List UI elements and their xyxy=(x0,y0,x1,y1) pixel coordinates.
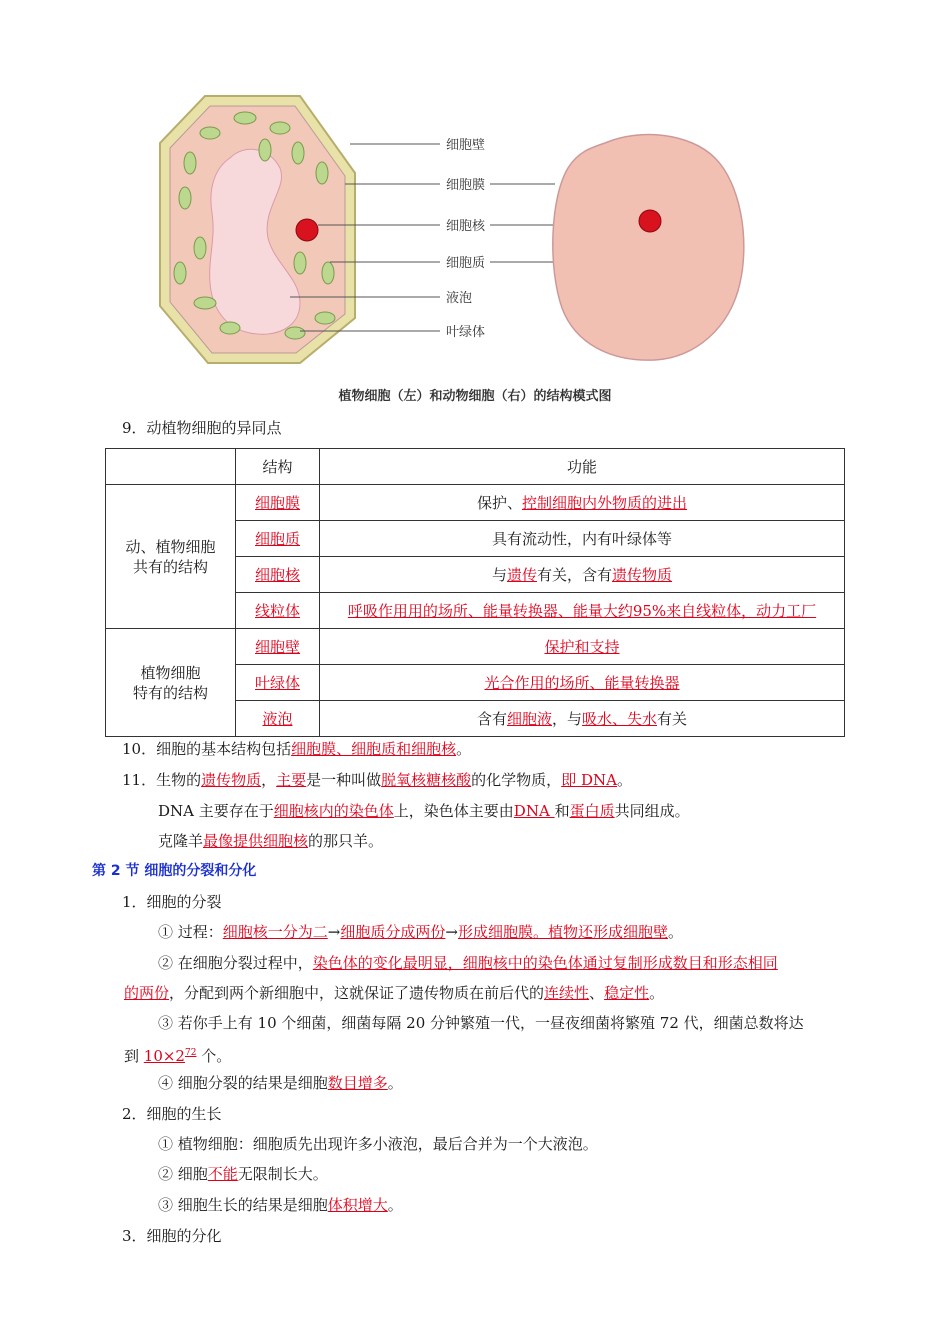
static-text: 无限制长大。 xyxy=(237,1165,328,1183)
label-chloroplast: 叶绿体 xyxy=(446,325,486,340)
static-text: ， xyxy=(261,771,277,789)
answer-text: 保护和支持 xyxy=(544,638,620,656)
structure-function xyxy=(320,521,845,557)
static-text: 和 xyxy=(554,802,570,820)
label-nucleus: 细胞核 xyxy=(446,219,486,234)
table-header-function: 功能 xyxy=(320,449,845,485)
figure-labels xyxy=(446,138,486,340)
text-line xyxy=(122,738,471,760)
structure-name: 线粒体 xyxy=(236,593,320,629)
structure-function xyxy=(320,593,845,629)
text-line xyxy=(158,1133,598,1155)
answer-text: 10×2 xyxy=(143,1047,185,1065)
answer-text: 呼吸作用用的场所、能量转换器、能量大约95%来自线粒体，动力工厂 xyxy=(347,602,817,620)
structure-name: 叶绿体 xyxy=(236,665,320,701)
text-line xyxy=(158,830,383,852)
answer-text: 吸水、失水 xyxy=(582,710,658,728)
item-9-heading xyxy=(122,417,282,439)
static-text: 到 xyxy=(124,1047,144,1065)
label-cell-membrane: 细胞膜 xyxy=(446,178,486,193)
structure-function xyxy=(320,701,845,737)
label-cytoplasm: 细胞质 xyxy=(446,256,486,271)
table-header-row xyxy=(106,449,845,485)
animal-cell-diagram xyxy=(553,135,744,361)
structure-name: 细胞膜 xyxy=(236,485,320,521)
answer-text: 遗传物质 xyxy=(612,566,673,584)
plant-nucleus xyxy=(296,219,318,241)
static-text: 有关 xyxy=(657,710,688,728)
static-text: 10．细胞的基本结构包括 xyxy=(122,740,292,758)
static-text: 。 xyxy=(456,740,472,758)
answer-text: 不能 xyxy=(207,1165,238,1183)
structure-function xyxy=(320,665,845,701)
answer-text: 染色体的变化最明显，细胞核中的染色体通过复制形成数目和形态相同 xyxy=(312,954,778,972)
static-text: 有关，含有 xyxy=(537,566,613,584)
static-text: ③ 若你手上有 10 个细菌，细菌每隔 20 分钟繁殖一代，一昼夜细菌将繁殖 72 代，细菌总数将达 xyxy=(158,1014,804,1032)
animal-nucleus xyxy=(639,210,661,232)
static-text: 1．细胞的分裂 xyxy=(122,893,222,911)
static-text: → xyxy=(327,923,341,941)
structure-name: 细胞核 xyxy=(236,557,320,593)
static-text: 。 xyxy=(667,923,683,941)
text-line xyxy=(158,1012,804,1034)
answer-text: 的两份 xyxy=(124,984,170,1002)
static-text: 。 xyxy=(616,771,632,789)
structure-name: 细胞质 xyxy=(236,521,320,557)
table-header-structure: 结构 xyxy=(236,449,320,485)
structure-name: 液泡 xyxy=(236,701,320,737)
static-text: 第 2 节 细胞的分裂和分化 xyxy=(92,863,257,879)
answer-text: 即 DNA xyxy=(561,771,617,789)
text-line xyxy=(158,1072,403,1094)
answer-text: 细胞核一分为二 xyxy=(222,923,328,941)
text-line xyxy=(158,952,778,974)
answer-text: 蛋白质 xyxy=(569,802,615,820)
answer-text: 稳定性 xyxy=(604,984,650,1002)
text-line xyxy=(122,769,632,791)
static-text: 克隆羊 xyxy=(158,832,204,850)
animal-cell-body xyxy=(553,135,744,361)
text-line xyxy=(158,800,690,822)
static-text: 保护、 xyxy=(476,494,522,512)
structure-function xyxy=(320,629,845,665)
static-text: ④ 细胞分裂的结果是细胞 xyxy=(158,1074,328,1092)
table-header-blank xyxy=(106,449,236,485)
static-text: 。 xyxy=(649,984,665,1002)
structure-name: 细胞壁 xyxy=(236,629,320,665)
answer-text: 形成细胞膜。植物还形成细胞壁 xyxy=(457,923,668,941)
static-text: 与 xyxy=(491,566,507,584)
static-text: 2．细胞的生长 xyxy=(122,1105,222,1123)
static-text: 的化学物质， xyxy=(471,771,562,789)
label-cell-wall: 细胞壁 xyxy=(446,138,486,153)
answer-text: 细胞膜、细胞质和细胞核 xyxy=(291,740,457,758)
answer-text: 细胞核内的染色体 xyxy=(273,802,394,820)
static-text: 含有 xyxy=(476,710,507,728)
cell-structure-figure xyxy=(150,88,800,368)
static-text: DNA 主要存在于 xyxy=(158,802,274,820)
item-9-text: 动植物细胞的异同点 xyxy=(146,419,282,437)
answer-text: 遗传 xyxy=(506,566,537,584)
item-9-number: 9． xyxy=(122,419,147,437)
label-vacuole: 液泡 xyxy=(446,291,473,306)
static-text: ① 植物细胞：细胞质先出现许多小液泡，最后合并为一个大液泡。 xyxy=(158,1135,598,1153)
static-text: ② 在细胞分裂过程中， xyxy=(158,954,313,972)
structure-function xyxy=(320,485,845,521)
answer-text: 细胞液 xyxy=(506,710,552,728)
static-text: ③ 细胞生长的结果是细胞 xyxy=(158,1196,328,1214)
text-line xyxy=(124,1042,231,1067)
text-line xyxy=(124,982,664,1004)
answer-text: DNA xyxy=(513,802,555,820)
answer-text: 细胞质分成两份 xyxy=(340,923,446,941)
static-text: ① 过程： xyxy=(158,923,223,941)
figure-caption: 植物细胞（左）和动物细胞（右）的结构模式图 xyxy=(338,389,612,404)
answer-text: 72 xyxy=(184,1048,197,1058)
text-line xyxy=(122,891,222,913)
answer-text: 脱氧核糖核酸 xyxy=(381,771,472,789)
text-line xyxy=(158,921,683,943)
static-text: 个。 xyxy=(196,1047,232,1065)
answer-text: 数目增多 xyxy=(327,1074,388,1092)
table-row xyxy=(106,629,845,665)
static-text: 3．细胞的分化 xyxy=(122,1227,222,1245)
table-row xyxy=(106,485,845,521)
text-line xyxy=(158,1194,403,1216)
static-text: 上，染色体主要由 xyxy=(393,802,514,820)
cell-comparison-table xyxy=(105,448,845,737)
static-text: 的那只羊。 xyxy=(308,832,384,850)
static-text: ，分配到两个新细胞中，这就保证了遗传物质在前后代的 xyxy=(169,984,545,1002)
section-heading xyxy=(92,860,256,882)
answer-text: 光合作用的场所、能量转换器 xyxy=(484,674,680,692)
text-line xyxy=(158,1163,328,1185)
answer-text: 最像提供细胞核 xyxy=(203,832,309,850)
static-text: → xyxy=(445,923,458,941)
answer-text: 体积增大 xyxy=(327,1196,388,1214)
text-line xyxy=(122,1103,222,1125)
group-plant-only-structures: 植物细胞 特有的结构 xyxy=(106,629,236,737)
static-text: 具有流动性，内有叶绿体等 xyxy=(491,530,672,548)
static-text: 是一种叫做 xyxy=(306,771,382,789)
static-text: ，与 xyxy=(551,710,582,728)
answer-text: 主要 xyxy=(276,771,307,789)
static-text: ② 细胞 xyxy=(158,1165,208,1183)
group-common-structures: 动、植物细胞 共有的结构 xyxy=(106,485,236,629)
structure-function xyxy=(320,557,845,593)
plant-cell-diagram xyxy=(160,96,355,363)
static-text: 共同组成。 xyxy=(614,802,690,820)
answer-text: 连续性 xyxy=(544,984,590,1002)
answer-text: 控制细胞内外物质的进出 xyxy=(522,494,688,512)
static-text: 11．生物的 xyxy=(122,771,202,789)
answer-text: 遗传物质 xyxy=(201,771,262,789)
static-text: 。 xyxy=(387,1196,403,1214)
static-text: 、 xyxy=(589,984,605,1002)
static-text: 。 xyxy=(387,1074,403,1092)
text-line xyxy=(122,1225,222,1247)
